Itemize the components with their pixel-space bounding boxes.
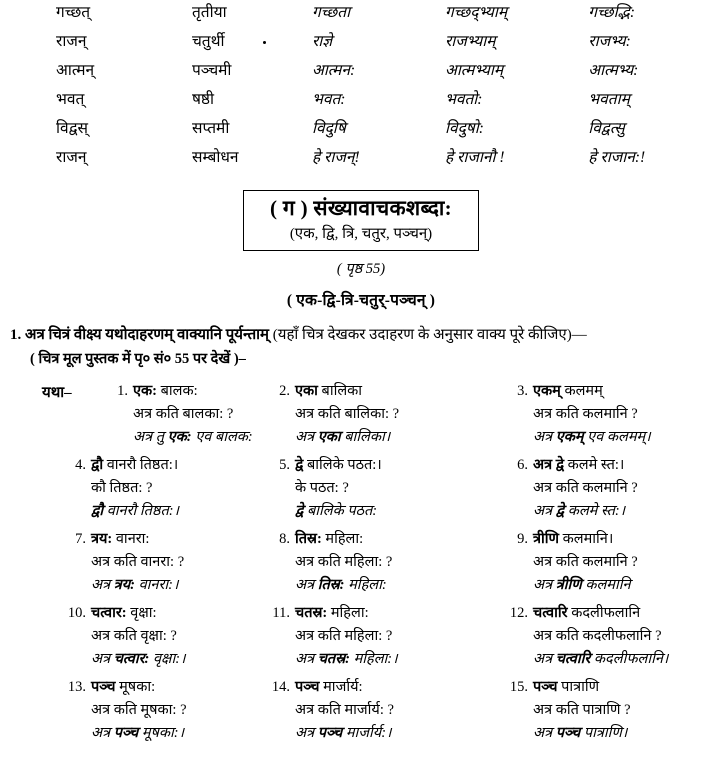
exercise-number: 12. (509, 604, 528, 621)
exercise-question: अत्र कति कलमानि ? (533, 479, 638, 496)
exercise-question: अत्र कति पात्राणि ? (533, 701, 631, 718)
exercise-prompt (533, 380, 720, 403)
numeral-word: त्रय: (113, 576, 135, 593)
exercise-prompt (91, 454, 244, 477)
numeral-word: तिस्र: (295, 530, 322, 547)
exercise-answer (91, 574, 244, 597)
exercise-number: 13. (67, 678, 86, 695)
exercise-prompt (91, 528, 244, 551)
numeral-word: चतस्र: (317, 650, 350, 667)
cell-dual: राजभ्याम् (444, 33, 496, 50)
numeral-word: पञ्च (91, 678, 116, 695)
exercise-item (8, 454, 246, 523)
cell-case: सप्तमी (191, 120, 230, 137)
prompt-noun: मूषका: (119, 678, 156, 695)
cell-dual: आत्मभ्याम् (444, 62, 504, 79)
table-row (0, 29, 722, 58)
answer-prefix: अत्र (533, 650, 553, 667)
cell-singular: भवत: (311, 91, 346, 108)
exercise-prompt (295, 528, 482, 551)
exercise-body (295, 676, 482, 745)
exercise-question: के पठत: ? (295, 479, 349, 496)
exercise-question: अत्र कति बालिका: ? (295, 405, 400, 422)
prompt-noun: वानरौ तिष्ठत:। (106, 456, 179, 473)
numeral-word: एकम् (533, 382, 561, 399)
answer-rest: कलमे स्त:। (567, 502, 626, 519)
yatha-label: यथा– (42, 384, 72, 401)
declension-table-body (0, 0, 722, 174)
exercise-item (484, 676, 722, 745)
exercise-body (91, 528, 244, 597)
cell-case: पञ्चमी (191, 62, 232, 79)
answer-prefix: अत्र (533, 428, 553, 445)
exercise-answer (533, 722, 720, 745)
answer-rest: एव कलमम्। (587, 428, 651, 445)
exercise-row (8, 528, 722, 597)
numeral-series-line: ( एक-द्वि-त्रि-चतुर्-पञ्चन् ) (286, 291, 436, 309)
numeral-word: द्वौ (91, 456, 104, 473)
exercise-body (295, 528, 482, 597)
page-title: ( ग ) संख्यावाचकशब्दा: (270, 196, 452, 220)
exercise-item (8, 676, 246, 745)
exercise-number: 10. (67, 604, 86, 621)
exercise-body (91, 454, 244, 523)
exercise-number: 3. (517, 382, 528, 399)
exercise-question: कौ तिष्ठत: ? (91, 479, 153, 496)
prompt-noun: कलमानि। (562, 530, 614, 547)
prompt-noun: बालिके पठत:। (306, 456, 382, 473)
exercise-question: अत्र कति कदलीफलानि ? (533, 627, 662, 644)
exercise-item (246, 454, 484, 523)
stray-dot-mark (263, 41, 266, 44)
prompt-noun: वानरा: (115, 530, 150, 547)
instruction-number: 1. (10, 326, 22, 343)
exercise-answer (533, 648, 720, 671)
numeral-word: चत्वार: (91, 604, 127, 621)
answer-prefix: अत्र (533, 576, 553, 593)
answer-rest: बालिके पठत: (306, 502, 378, 519)
exercise-body (533, 676, 720, 745)
exercise-question: अत्र कति मार्जार्य: ? (295, 701, 394, 718)
answer-rest: पात्राणि। (583, 724, 628, 741)
answer-prefix: अत्र (533, 502, 553, 519)
answer-rest: कदलीफलानि। (593, 650, 669, 667)
exercise-item (484, 602, 722, 671)
numeral-word: एका (295, 382, 318, 399)
answer-prefix: अत्र (295, 724, 315, 741)
instruction-note: ( चित्र मूल पुस्तक में पृ० सं० 55 पर देखें )– (30, 350, 246, 367)
exercise-item (246, 380, 484, 449)
exercise-item (484, 380, 722, 449)
prompt-noun: कदलीफलानि (571, 604, 641, 621)
numeral-word: तिस्र: (317, 576, 345, 593)
cell-singular: गच्छता (311, 4, 351, 21)
exercise-answer (295, 500, 482, 523)
exercise-number: 5. (279, 456, 290, 473)
prompt-noun: महिला: (330, 604, 369, 621)
cell-stem: गच्छत् (56, 4, 91, 21)
cell-case: तृतीया (191, 4, 227, 21)
answer-rest: मार्जार्य:। (345, 724, 392, 741)
exercise-answer (295, 722, 482, 745)
exercise-prompt (533, 602, 720, 625)
exercise-body (295, 454, 482, 523)
numeral-word: द्वे (555, 502, 565, 519)
exercise-question: अत्र कति वृक्षा: ? (91, 627, 177, 644)
cell-singular: हे राजन्! (311, 149, 360, 166)
cell-stem: भवत् (56, 91, 85, 108)
exercise-number: 14. (271, 678, 290, 695)
numeral-word: अत्र द्वे (533, 456, 565, 473)
exercise-number: 4. (75, 456, 86, 473)
table-row (0, 58, 722, 87)
exercise-number: 11. (272, 604, 290, 621)
cell-dual: गच्छद्भ्याम् (444, 4, 508, 21)
answer-prefix: अत्र (91, 650, 111, 667)
numeral-word: पञ्च (317, 724, 343, 741)
numeral-word: एकम् (555, 428, 584, 445)
answer-rest: बालिका। (344, 428, 391, 445)
cell-singular: आत्मन: (311, 62, 356, 79)
exercise-answer (295, 574, 482, 597)
exercise-row (8, 676, 722, 745)
prompt-noun: कलमम् (564, 382, 603, 399)
exercise-question: अत्र कति कलमानि ? (533, 553, 638, 570)
exercise-prompt (295, 602, 482, 625)
numeral-word: द्वौ (91, 502, 104, 519)
exercise-answer (533, 426, 720, 449)
exercise-row (8, 602, 722, 671)
table-row (0, 116, 722, 145)
exercise-answer (91, 500, 244, 523)
exercise-prompt (295, 676, 482, 699)
exercise-row (8, 454, 722, 523)
instruction-line-1 (10, 325, 708, 347)
cell-plural: गच्छद्भि: (588, 4, 635, 21)
numeral-word: पञ्च (533, 678, 558, 695)
heading-box (243, 190, 479, 251)
cell-plural: भवताम् (588, 91, 630, 108)
cell-plural: विद्वत्सु (588, 120, 625, 137)
numeral-word: त्रीणि (555, 576, 582, 593)
cell-case: षष्ठी (191, 91, 215, 108)
prompt-noun: बालिका (321, 382, 363, 399)
exercise-prompt (91, 602, 244, 625)
answer-prefix: अत्र (533, 724, 553, 741)
exercise-answer (133, 426, 253, 449)
prompt-noun: पात्राणि (561, 678, 600, 695)
numeral-word: चतस्र: (295, 604, 328, 621)
exercise-item (246, 528, 484, 597)
numeral-word: द्वे (295, 502, 304, 519)
answer-rest: महिला: (348, 576, 387, 593)
heading-subtitle: (एक, द्वि, त्रि, चतुर, पञ्चन्) (289, 225, 433, 242)
answer-prefix: अत्र तु (133, 428, 164, 445)
prompt-noun: महिला: (325, 530, 364, 547)
exercise-number: 2. (279, 382, 290, 399)
answer-prefix: अत्र (91, 576, 111, 593)
instruction-block (0, 325, 722, 370)
answer-prefix: अत्र (295, 650, 315, 667)
cell-singular: राज्ञे (311, 33, 333, 50)
table-row (0, 0, 722, 29)
exercise-item (8, 528, 246, 597)
exercise-row (8, 380, 722, 449)
exercise-prompt (533, 454, 720, 477)
exercise-prompt (533, 528, 720, 551)
cell-singular: विदुषि (311, 120, 346, 137)
answer-rest: एव बालक: (195, 428, 253, 445)
exercise-item (246, 602, 484, 671)
numeral-word: चत्वारि (533, 604, 568, 621)
cell-dual: हे राजानौ ! (444, 149, 505, 166)
instruction-hindi: (यहाँ चित्र देखकर उदाहरण के अनुसार वाक्य पूरे कीजिए)— (272, 326, 587, 343)
exercise-body (295, 602, 482, 671)
exercise-item (246, 676, 484, 745)
cell-stem: राजन् (56, 33, 87, 50)
exercise-number: 9. (517, 530, 528, 547)
exercise-prompt (133, 380, 253, 403)
exercise-question: अत्र कति बालका: ? (133, 405, 234, 422)
prompt-noun: मार्जार्य: (323, 678, 363, 695)
exercise-answer (91, 648, 244, 671)
instruction-sanskrit: अत्र चित्रं वीक्ष्य यथोदाहरणम् वाक्यानि पूर्यन्ताम् (25, 326, 270, 343)
numeral-word: एक: (167, 428, 192, 445)
exercise-number: 1. (117, 382, 128, 399)
numeral-word: चत्वारि (555, 650, 591, 667)
cell-stem: आत्मन् (56, 62, 95, 79)
exercise-body (133, 380, 253, 449)
cell-case: सम्बोधन (191, 149, 239, 166)
section-heading-area (0, 190, 722, 310)
exercise-number: 15. (509, 678, 528, 695)
answer-prefix: अत्र (295, 576, 315, 593)
exercise-body (295, 380, 482, 449)
prompt-noun: बालक: (160, 382, 198, 399)
exercise-number: 7. (75, 530, 86, 547)
numeral-word: त्रीणि (533, 530, 559, 547)
answer-prefix: अत्र (91, 724, 111, 741)
exercise-answer (533, 500, 720, 523)
cell-case: चतुर्थी (191, 33, 225, 50)
prompt-noun: वृक्षा: (130, 604, 157, 621)
numeral-word: पञ्च (113, 724, 139, 741)
cell-plural: हे राजान:! (588, 149, 646, 166)
page-reference: ( पृष्ठ 55) (336, 260, 386, 277)
exercise-question: अत्र कति वानरा: ? (91, 553, 185, 570)
answer-rest: मूषका:। (141, 724, 185, 741)
exercise-item (8, 602, 246, 671)
cell-plural: आत्मभ्य: (588, 62, 639, 79)
exercise-question: अत्र कति महिला: ? (295, 627, 393, 644)
exercise-item (484, 528, 722, 597)
exercise-body (533, 380, 720, 449)
exercise-body (91, 676, 244, 745)
exercise-item (484, 454, 722, 523)
exercise-body (533, 454, 720, 523)
exercise-number: 8. (279, 530, 290, 547)
exercise-body (91, 602, 244, 671)
numeral-word: त्रय: (91, 530, 113, 547)
exercise-prompt (91, 676, 244, 699)
numeral-word: पञ्च (555, 724, 581, 741)
exercise-number: 6. (517, 456, 528, 473)
answer-rest: महिला:। (353, 650, 398, 667)
cell-dual: भवतो: (444, 91, 483, 108)
cell-plural: राजभ्य: (588, 33, 631, 50)
numeral-word: एका (317, 428, 341, 445)
answer-rest: वानरा:। (138, 576, 179, 593)
numeral-word: द्वे (295, 456, 304, 473)
declension-table (0, 0, 722, 174)
exercise-prompt (295, 380, 482, 403)
table-row (0, 145, 722, 174)
exercise-question: अत्र कति कलमानि ? (533, 405, 638, 422)
exercise-body (533, 528, 720, 597)
numeral-word: एक: (133, 382, 157, 399)
exercise-answer (91, 722, 244, 745)
numeral-word: चत्वार: (113, 650, 150, 667)
table-row (0, 87, 722, 116)
prompt-noun: कलमे स्त:। (567, 456, 625, 473)
answer-rest: वृक्षा:। (152, 650, 186, 667)
exercise-answer (295, 648, 482, 671)
answer-rest: वानरौ तिष्ठत:। (106, 502, 180, 519)
exercise-prompt (295, 454, 482, 477)
answer-rest: कलमानि (585, 576, 631, 593)
exercise-body (533, 602, 720, 671)
exercise-answer (533, 574, 720, 597)
exercise-answer (295, 426, 482, 449)
exercise-prompt (533, 676, 720, 699)
numeral-word: पञ्च (295, 678, 320, 695)
exercise-question: अत्र कति मूषका: ? (91, 701, 187, 718)
cell-stem: राजन् (56, 149, 87, 166)
cell-stem: विद्वस् (56, 120, 89, 137)
answer-prefix: अत्र (295, 428, 315, 445)
exercise-question: अत्र कति महिला: ? (295, 553, 393, 570)
exercise-grid (0, 380, 722, 745)
cell-dual: विदुषो: (444, 120, 484, 137)
